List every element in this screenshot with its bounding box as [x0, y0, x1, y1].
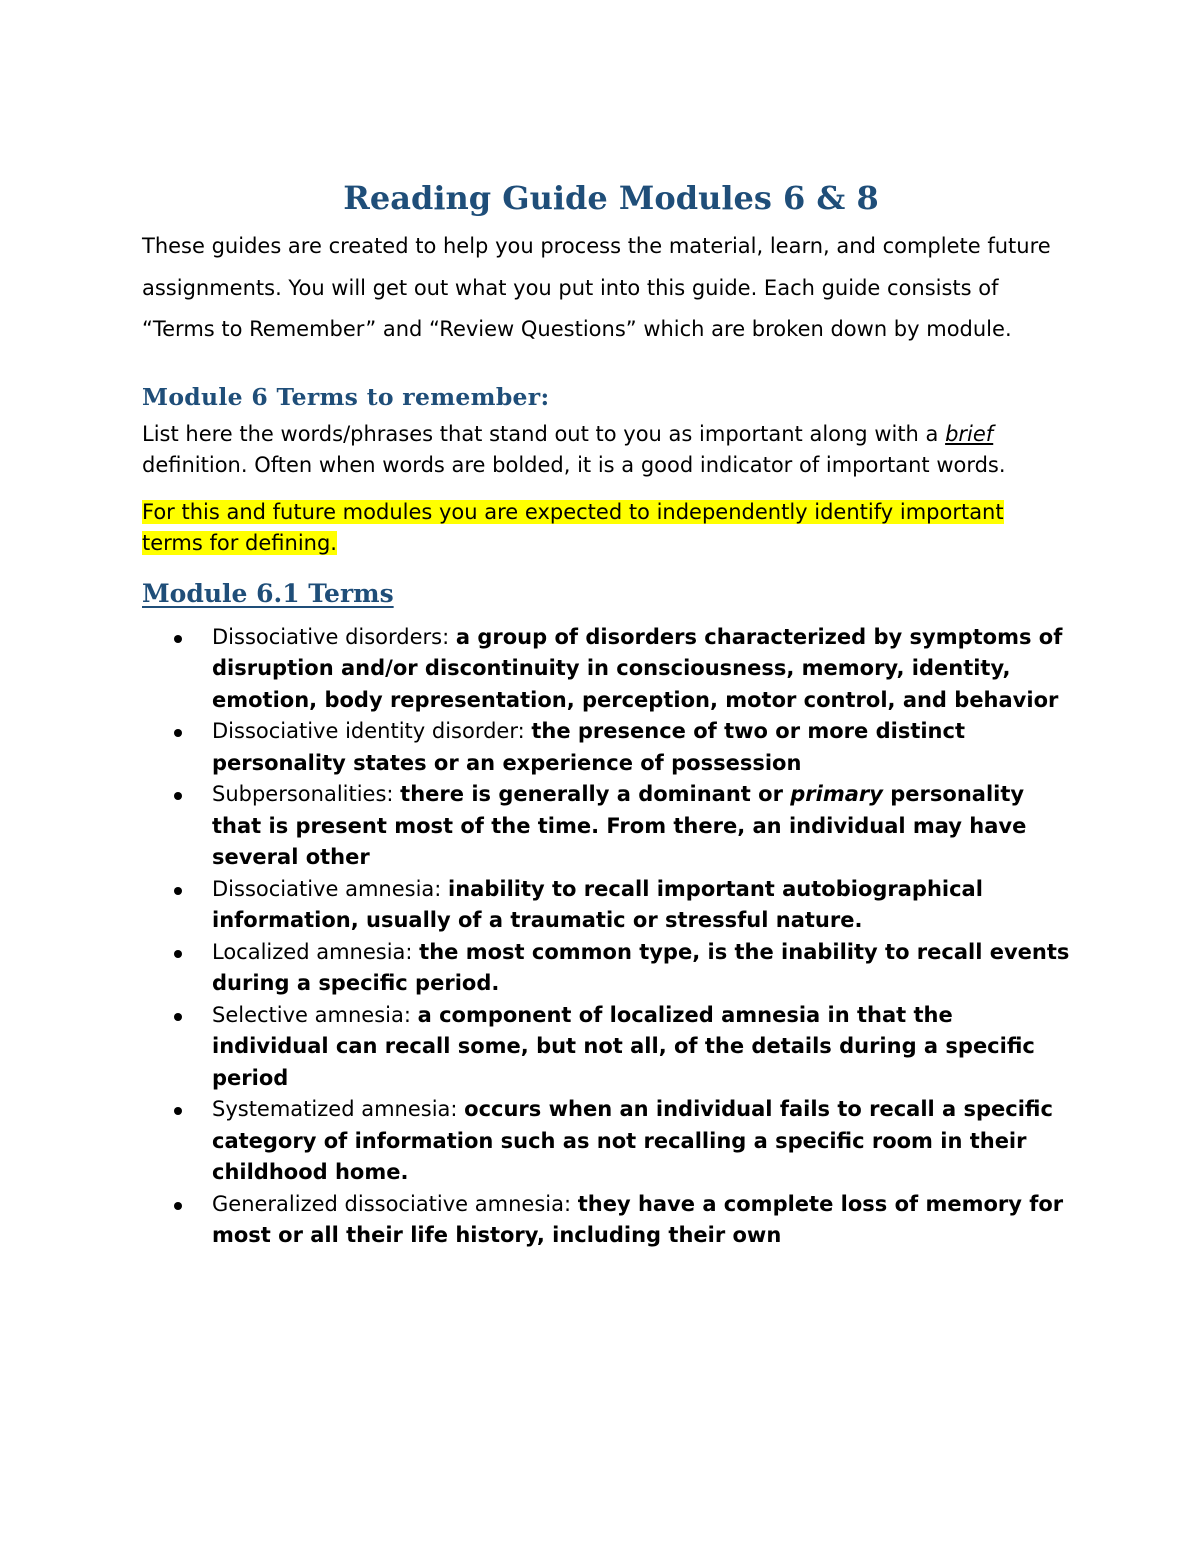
instructions-text-after: definition. Often when words are bolded, it is a good indicator of important words.: [142, 453, 1006, 477]
terms-list: [142, 622, 1070, 1252]
term-definition: the most common type, is the inability to recall events during a specific period.: [212, 939, 1070, 995]
list-item: [212, 874, 1072, 937]
definition-text-before: there is generally a dominant or: [400, 782, 791, 806]
instructions-text-before: List here the words/phrases that stand out to you as important along with a: [142, 421, 946, 446]
highlight-note: [142, 497, 1062, 560]
term-definition: a component of localized amnesia in that the individual can recall some, but not all, of the details during a specific period: [212, 1002, 1035, 1090]
intro-paragraph: These guides are created to help you process the material, learn, and complete future assignments. You will get out what you put into this guide. Each guide consists of “Terms to Remember” and “Review Questions” which are broken down by module.: [142, 234, 1051, 341]
bullet-icon: [174, 635, 182, 643]
bullet-icon: [174, 1202, 182, 1210]
term-name: Generalized dissociative amnesia:: [212, 1191, 578, 1216]
module-heading: Module 6 Terms to remember:: [142, 382, 550, 411]
term-name: Dissociative amnesia:: [212, 876, 449, 901]
term-name: Selective amnesia:: [212, 1002, 418, 1027]
term-definition: they have a complete loss of memory for most or all their life history, including their own: [212, 1191, 1064, 1247]
definition-emphasis: primary: [790, 782, 883, 806]
bullet-icon: [174, 729, 182, 737]
document-title: Reading Guide Modules 6 & 8: [343, 179, 879, 217]
list-item: [212, 937, 1072, 1000]
list-item: [212, 622, 1072, 717]
term-name: Subpersonalities:: [212, 782, 401, 806]
bullet-icon: [174, 950, 182, 958]
term-name: Localized amnesia:: [212, 939, 420, 964]
bullet-icon: [174, 1107, 182, 1115]
term-name: Dissociative disorders:: [212, 624, 456, 649]
bullet-icon: [174, 1013, 182, 1021]
term-definition: occurs when an individual fails to recall a specific category of information such as not recalling a specific room in their childhood home.: [212, 1097, 1053, 1184]
list-item: [212, 716, 1072, 779]
term-name: Dissociative identity disorder:: [212, 719, 532, 743]
instructions-emphasis: brief: [945, 421, 994, 446]
bullet-icon: [174, 887, 182, 895]
list-item: [212, 779, 1072, 874]
list-item: [212, 1000, 1072, 1095]
term-name: Systematized amnesia:: [212, 1097, 465, 1121]
highlighted-text: For this and future modules you are expected to independently identify important terms for defining.: [142, 499, 1004, 555]
bullet-icon: [174, 792, 182, 800]
instructions-paragraph: [142, 419, 1062, 482]
list-item: [212, 1094, 1072, 1189]
term-definition: a group of disorders characterized by symptoms of disruption and/or discontinuity in consciousness, memory, identity, emotion, body representation, perception, motor control, and behavior: [212, 624, 1063, 712]
term-definition: the presence of two or more distinct personality states or an experience of possession: [212, 719, 965, 775]
list-item: [212, 1189, 1072, 1252]
term-definition: inability to recall important autobiographical information, usually of a traumatic or stressful nature.: [212, 876, 983, 932]
subsection-heading: Module 6.1 Terms: [142, 578, 394, 608]
definition-text-after: personality that is present most of the time. From there, an individual may have several other: [212, 782, 1027, 869]
document-page: [142, 170, 1070, 1252]
